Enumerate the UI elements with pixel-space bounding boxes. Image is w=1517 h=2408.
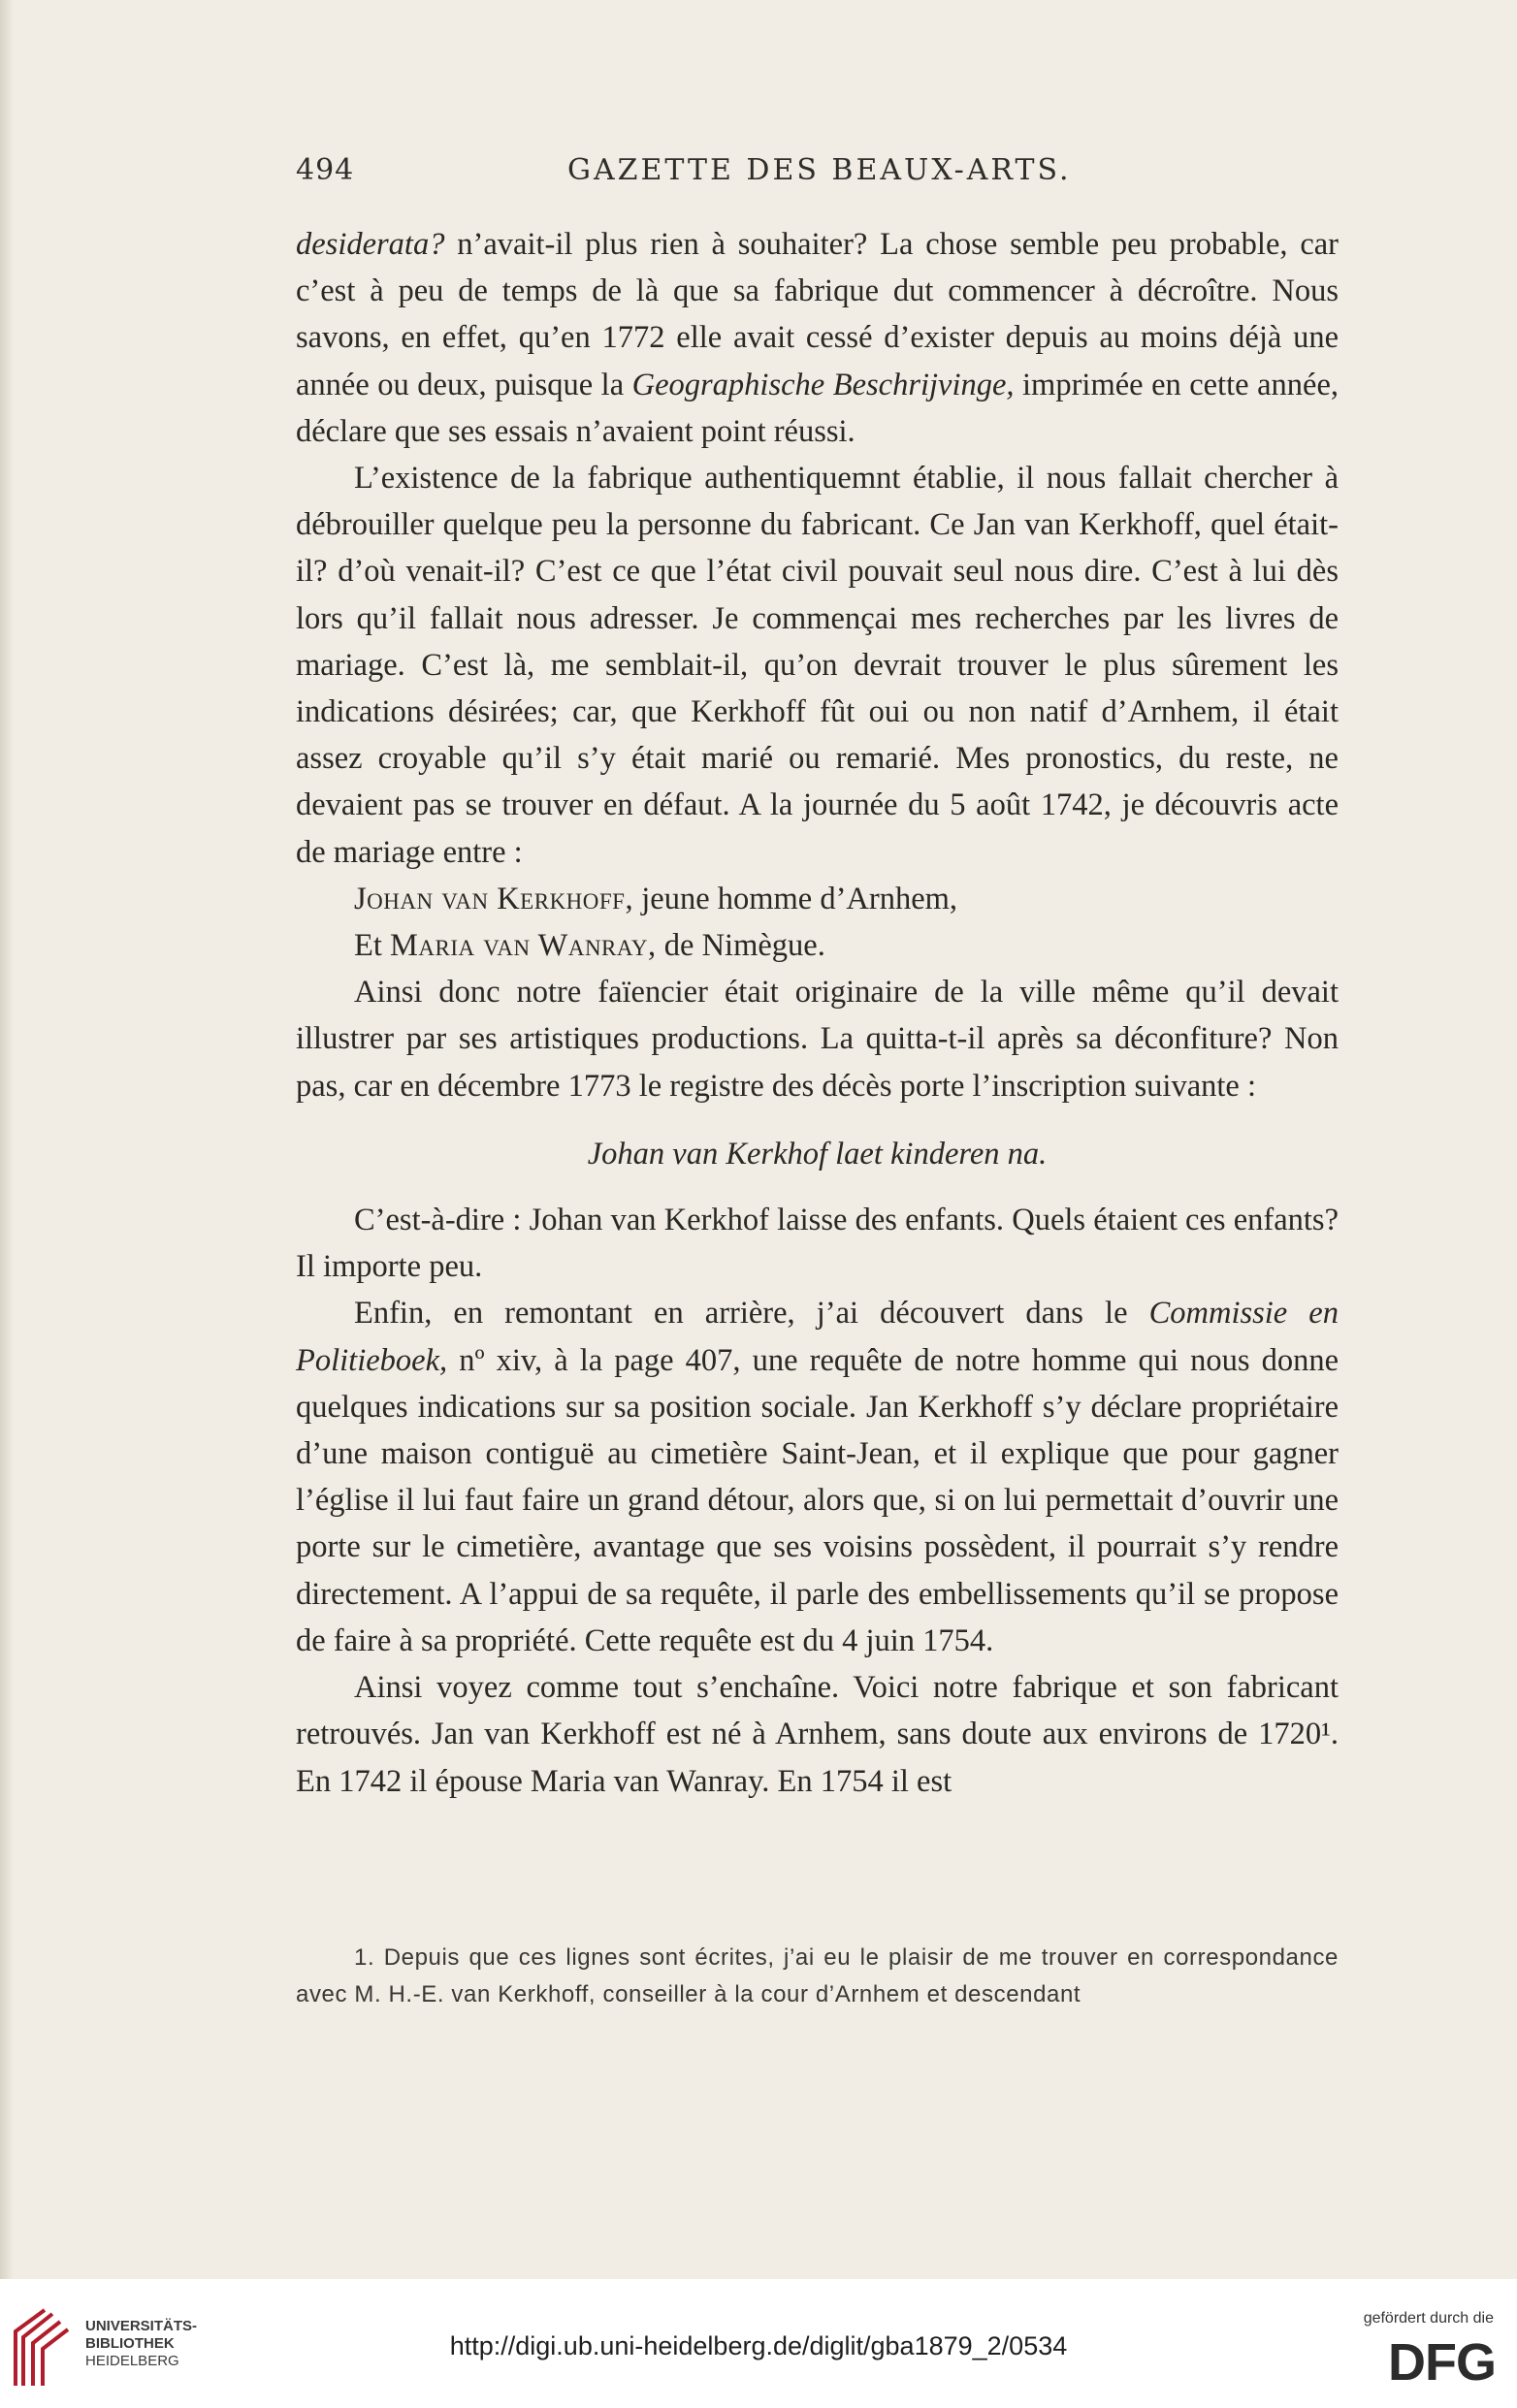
viewer-footer: [0, 2279, 1517, 2408]
running-head: [296, 153, 1343, 202]
paragraph-text: nº xiv, à la page 407, une requête de notre homme qui nous donne quelques indications sur sa position sociale. Jan Kerkhoff s’y déclare propriétaire d’une maison contiguë au cimetière Saint-Jean, et il explique que pour gagner l’église il lui faut faire un grand détour, alors que, si on lui permettait d’ouvrir une porte sur le cimetière, avantage que ses voisins possèdent, il pourrait s’y rendre directement. A l’appui de sa requête, il parle des embellissements qu’il se propose de faire à sa propriété. Cette requête est du 4 juin 1754.: [296, 1342, 1339, 1658]
paragraph-1: [296, 221, 1339, 455]
groom-name: Johan van Kerkhoff,: [354, 881, 634, 916]
marriage-entry-groom: [296, 876, 1339, 922]
paragraph-text: Enfin, en remontant en arrière, j’ai découvert dans le: [354, 1296, 1149, 1332]
page-edge-shadow: [0, 0, 14, 2279]
paragraph-4: C’est-à-dire : Johan van Kerkhof laisse des enfants. Quels étaient ces enfants? Il importe peu.: [296, 1203, 1339, 1285]
article-body: [296, 221, 1339, 1805]
paragraph-6: Ainsi voyez comme tout s’enchaîne. Voici notre fabrique et son fabricant retrouvés. Jan van Kerkhoff est né à Arnhem, sans doute aux environs de 1720¹. En 1742 il épouse Maria van Wanray. En 1754 il est: [296, 1670, 1339, 1799]
permalink-url[interactable]: http://digi.ub.uni-heidelberg.de/diglit/gba1879_2/0534: [449, 2331, 1068, 2360]
register-quote: Johan van Kerkhof laet kinderen na.: [587, 1136, 1048, 1172]
journal-title: GAZETTE DES BEAUX-ARTS.: [567, 153, 1072, 187]
footnote: [296, 1940, 1339, 2013]
paragraph-2: L’existence de la fabrique authentiquemnt établie, il nous fallait chercher à débrouiller quelque peu la personne du fabricant. Ce Jan van Kerkhoff, quel était-il? d’où venait-il? C’est ce que l’état civil pouvait seul nous dire. C’est à lui dès lors qu’il fallait nous adresser. Je commençai mes recherches par les livres de mariage. C’est là, me semblait-il, qu’on devrait trouver le plus sûrement les indications désirées; car, que Kerkhoff fût oui ou non natif d’Arnhem, il était assez croyable qu’il s’y était marié ou remarié. Mes pronostics, du reste, ne devaient pas se trouver en défaut. A la journée du 5 août 1742, je découvris acte de mariage entre :: [296, 461, 1339, 870]
bride-name: Maria van Wanray,: [390, 928, 657, 964]
library-name-line: UNIVERSITÄTS-: [85, 2318, 198, 2334]
page-number: 494: [296, 153, 355, 187]
italic-term: desiderata?: [296, 227, 445, 262]
bride-detail: de Nimègue.: [656, 928, 825, 964]
library-name-line: HEIDELBERG: [85, 2353, 179, 2369]
paragraph-3: Ainsi donc notre faïencier était originaire de la ville même qu’il devait illustrer par ses artistiques productions. La quitta-t-il après sa déconfiture? Non pas, car en décembre 1773 le registre des décès porte l’inscription suivante :: [296, 975, 1339, 1104]
footnote-text: 1. Depuis que ces lignes sont écrites, j’ai eu le plaisir de me trouver en correspondance avec M. H.-E. van Kerkhoff, conseiller à la cour d’Arnhem et descendant: [296, 1944, 1339, 2007]
paragraph-text: imprimée en cette année, déclare que ses essais n’avaient point réussi.: [296, 367, 1339, 449]
library-name-line: BIBLIOTHEK: [85, 2335, 175, 2352]
marriage-entry-bride: [296, 922, 1339, 969]
italic-title: Geographische Beschrijvinge,: [631, 367, 1015, 402]
dfg-logo: DFG: [1388, 2333, 1496, 2392]
paragraph-5: [296, 1290, 1339, 1664]
bride-prefix: Et: [354, 928, 391, 964]
italic-source-title: Commissie en Politieboek,: [296, 1296, 1339, 1378]
groom-detail: jeune homme d’Arnhem,: [633, 881, 958, 916]
funding-caption: gefördert durch die: [1363, 2310, 1494, 2327]
paragraph-text: n’avait-il plus rien à souhaiter? La chose semble peu probable, car c’est à peu de temps de là que sa fabrique dut commencer à décroître. Nous savons, en effet, qu’en 1772 elle avait cessé d’exister depuis au moins déjà une année ou deux, puisque la: [296, 227, 1339, 402]
